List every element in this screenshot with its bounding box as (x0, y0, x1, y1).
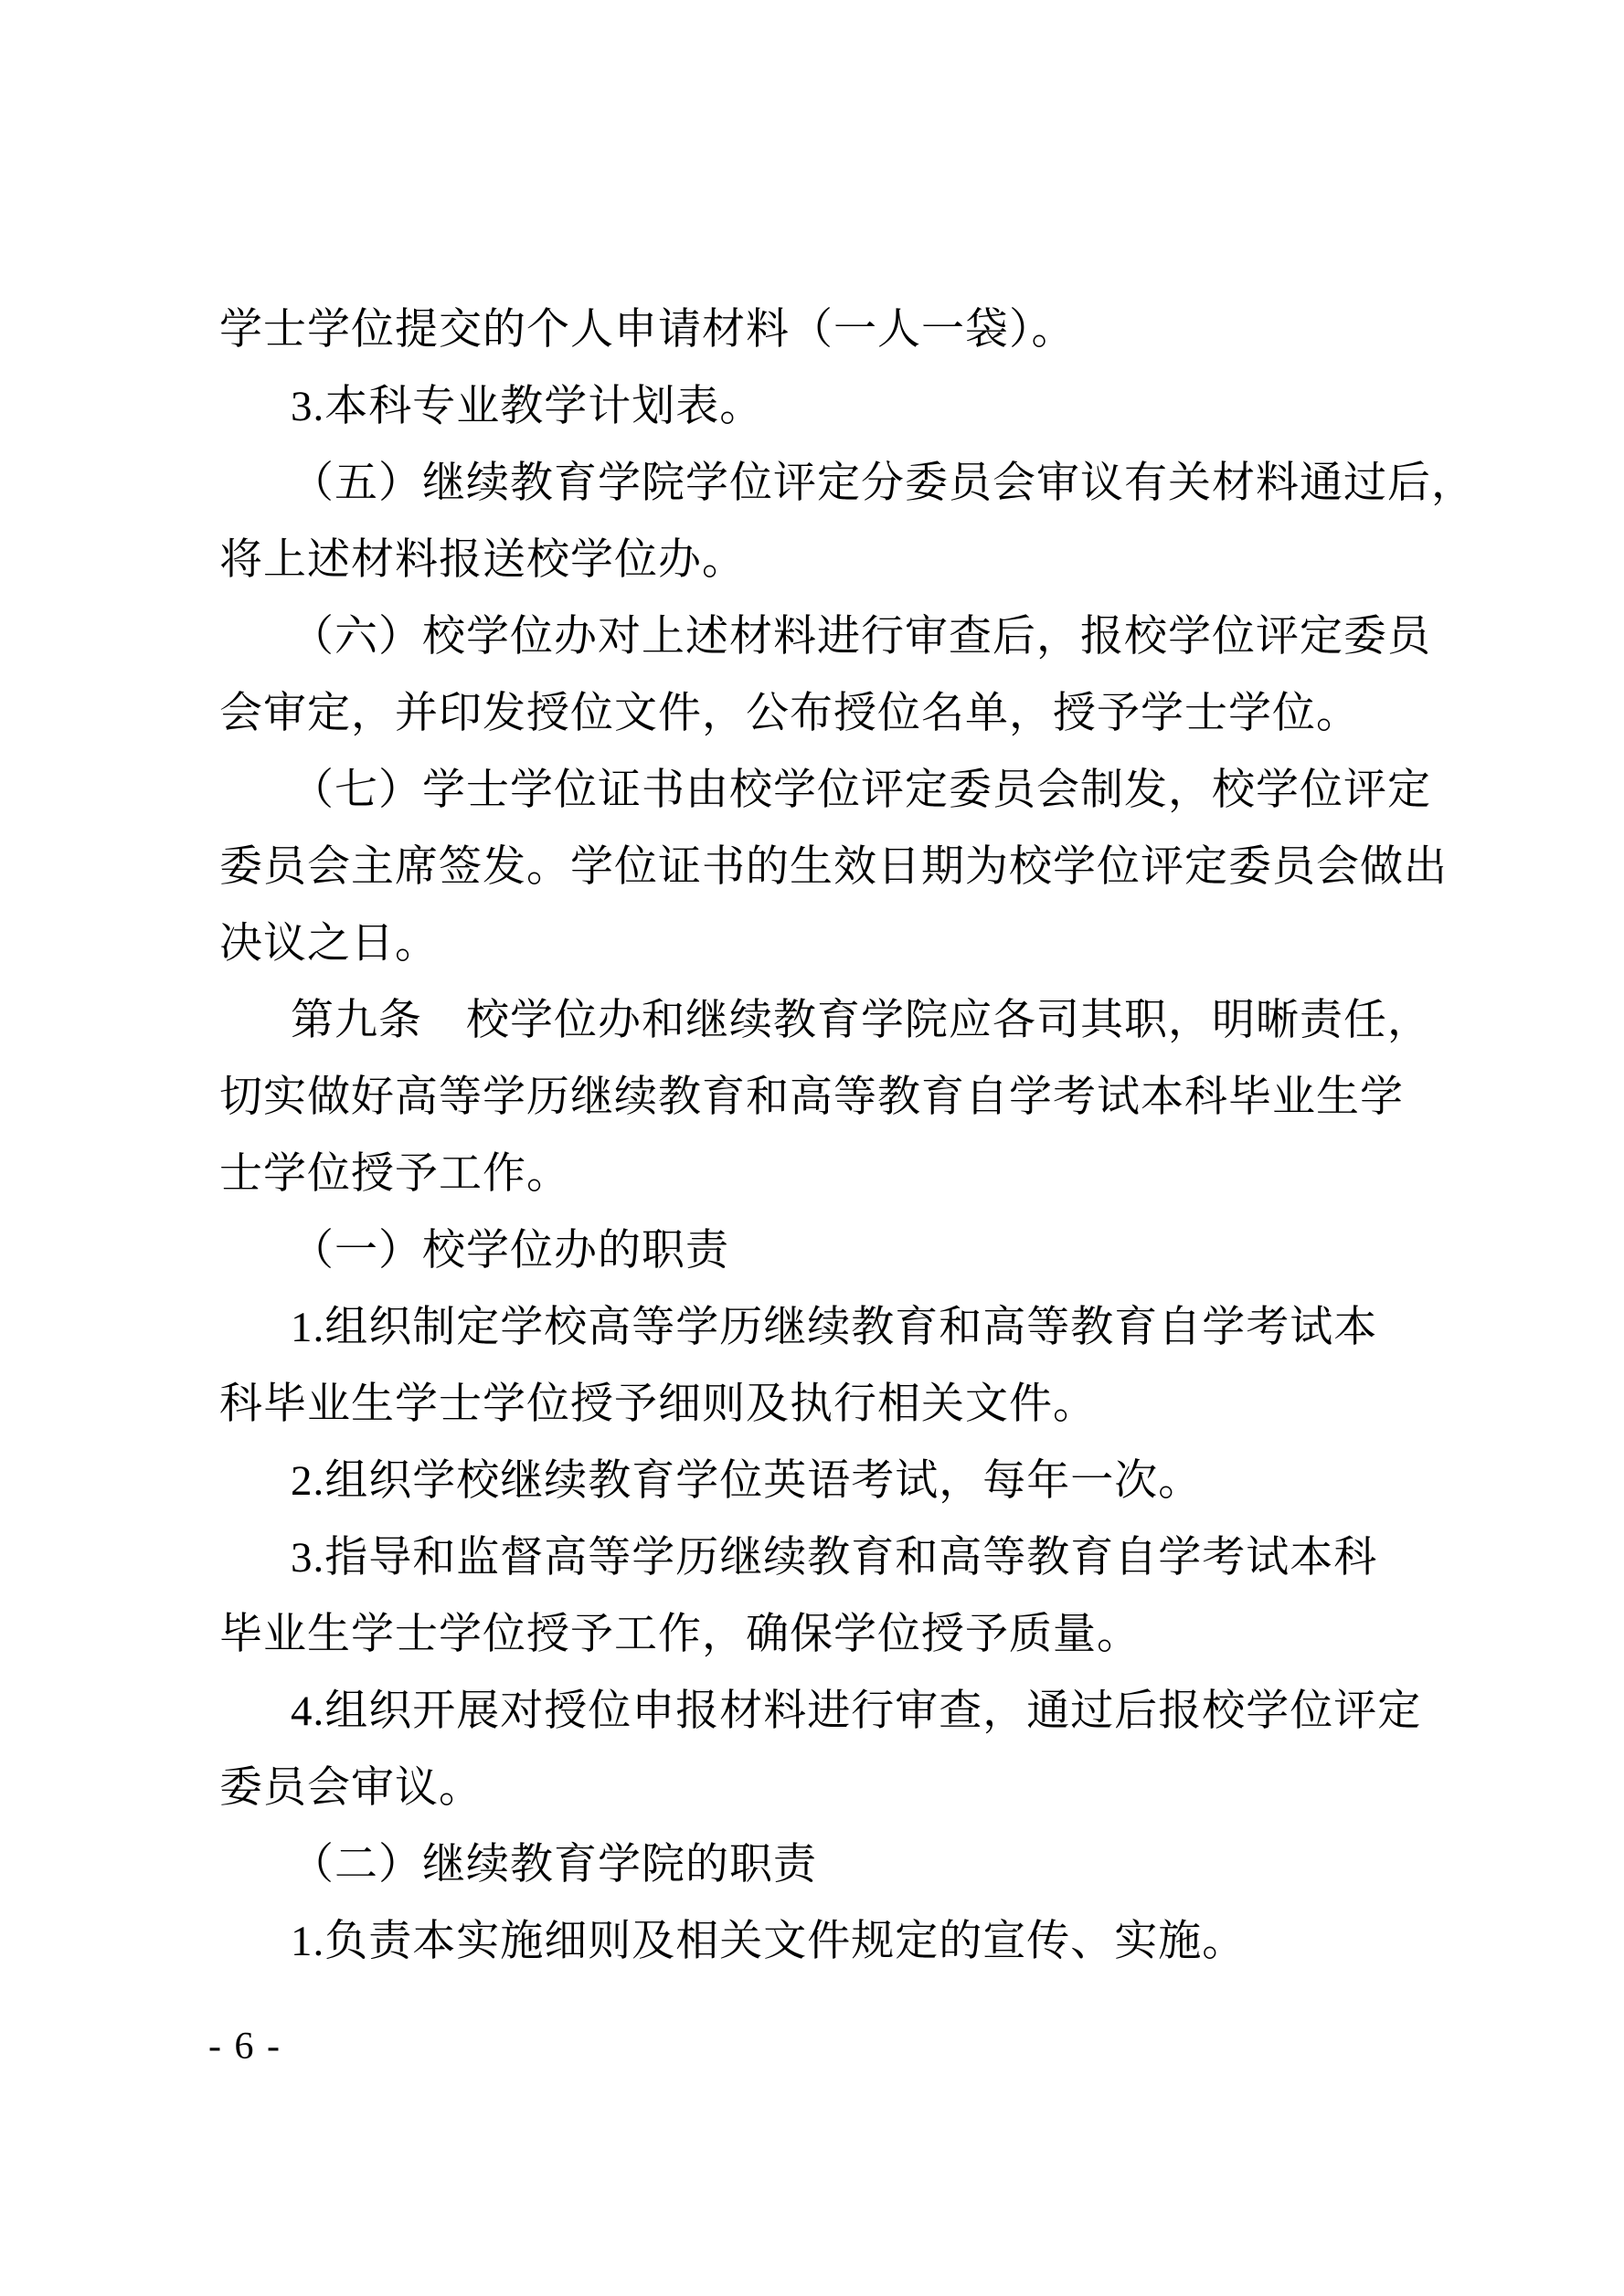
text-line: 将上述材料报送校学位办。 (219, 536, 746, 584)
text-line: 会审定，并印发授位文件，公布授位名单，授予学士学位。 (219, 690, 1360, 737)
page-number: - 6 - (208, 2026, 281, 2068)
text-line: 第九条 校学位办和继续教育学院应各司其职，明晰责任， (291, 997, 1431, 1044)
text-line: 1.负责本实施细则及相关文件规定的宣传、实施。 (291, 1918, 1247, 1965)
text-line: 科毕业生学士学位授予细则及执行相关文件。 (219, 1381, 1097, 1428)
text-line: （一）校学位办的职责 (291, 1227, 729, 1275)
text-line: 切实做好高等学历继续教育和高等教育自学考试本科毕业生学 (219, 1074, 1404, 1121)
text-line: （五）继续教育学院学位评定分委员会审议有关材料通过后， (291, 460, 1475, 507)
text-line: 决议之日。 (219, 920, 439, 968)
text-line: 委员会主席签发。学位证书的生效日期为校学位评定委员会做出 (219, 843, 1448, 891)
text-line: 2.组织学校继续教育学位英语考试，每年一次。 (291, 1457, 1203, 1505)
text-line: 士学位授予工作。 (219, 1150, 570, 1198)
body-text (219, 291, 1544, 1980)
text-line: 学士学位提交的个人申请材料（一人一袋）。 (219, 306, 1076, 354)
text-line: 1.组织制定学校高等学历继续教育和高等教育自学考试本 (291, 1304, 1378, 1351)
text-line: （七）学士学位证书由校学位评定委员会制发，校学位评定 (291, 767, 1431, 814)
text-line: （二）继续教育学院的职责 (291, 1841, 817, 1889)
text-line: 毕业生学士学位授予工作，确保学位授予质量。 (219, 1611, 1141, 1658)
text-line: （六）校学位办对上述材料进行审查后，报校学位评定委员 (291, 613, 1431, 661)
text-line: 3.本科专业教学计划表。 (291, 383, 764, 430)
text-line: 委员会审议。 (219, 1764, 483, 1812)
text-line: 3.指导和监督高等学历继续教育和高等教育自学考试本科 (291, 1534, 1378, 1582)
text-line: 4.组织开展对授位申报材料进行审查，通过后报校学位评定 (291, 1688, 1422, 1735)
